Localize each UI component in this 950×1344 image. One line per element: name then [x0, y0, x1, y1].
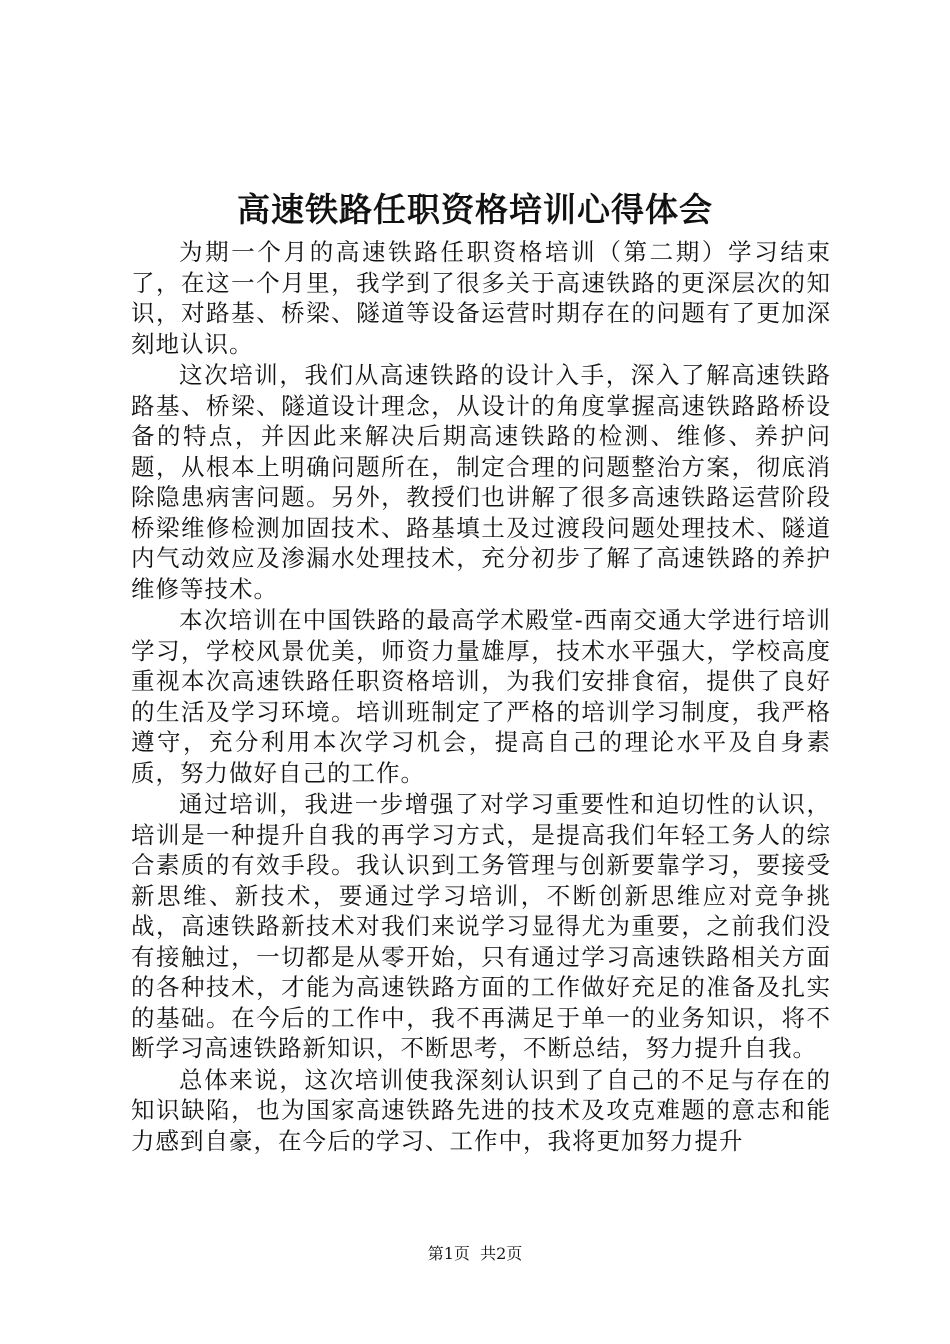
- paragraph-1: 为期一个月的高速铁路任职资格培训（第二期）学习结束了，在这一个月里，我学到了很多关于高速铁路的更深层次的知识，对路基、桥梁、隧道等设备运营时期存在的问题有了更加深刻地认识。: [131, 238, 831, 358]
- paragraph-3: 本次培训在中国铁路的最高学术殿堂-西南交通大学进行培训学习，学校风景优美，师资力量雄厚，技术水平强大，学校高度重视本次高速铁路任职资格培训，为我们安排食宿，提供了良好的生活及学习环境。培训班制定了严格的培训学习制度，我严格遵守，充分利用本次学习机会，提高自己的理论水平及自身素质，努力做好自己的工作。: [131, 606, 831, 787]
- paragraph-4: 通过培训，我进一步增强了对学习重要性和迫切性的认识，培训是一种提升自我的再学习方式，是提高我们年轻工务人的综合素质的有效手段。我认识到工务管理与创新要靠学习，要接受新思维、新技术，要通过学习培训，不断创新思维应对竞争挑战，高速铁路新技术对我们来说学习显得尤为重要，之前我们没有接触过，一切都是从零开始，只有通过学习高速铁路相关方面的各种技术，才能为高速铁路方面的工作做好充足的准备及扎实的基础。在今后的工作中，我不再满足于单一的业务知识，将不断学习高速铁路新知识，不断思考，不断总结，努力提升自我。: [131, 790, 831, 1062]
- document-body: [131, 237, 831, 1157]
- page-number: 第1页: [427, 1244, 470, 1263]
- page-total: 共2页: [480, 1244, 523, 1263]
- page-footer: [0, 1244, 950, 1264]
- document-title: 高速铁路任职资格培训心得体会: [237, 190, 713, 229]
- paragraph-2: 这次培训，我们从高速铁路的设计入手，深入了解高速铁路路基、桥梁、隧道设计理念，从设计的角度掌握高速铁路路桥设备的特点，并因此来解决后期高速铁路的检测、维修、养护问题，从根本上明确问题所在，制定合理的问题整治方案，彻底消除隐患病害问题。另外，教授们也讲解了很多高速铁路运营阶段桥梁维修检测加固技术、路基填土及过渡段问题处理技术、隧道内气动效应及渗漏水处理技术，充分初步了解了高速铁路的养护维修等技术。: [131, 361, 831, 603]
- paragraph-5: 总体来说，这次培训使我深刻认识到了自己的不足与存在的知识缺陷，也为国家高速铁路先进的技术及攻克难题的意志和能力感到自豪，在今后的学习、工作中，我将更加努力提升: [131, 1065, 831, 1155]
